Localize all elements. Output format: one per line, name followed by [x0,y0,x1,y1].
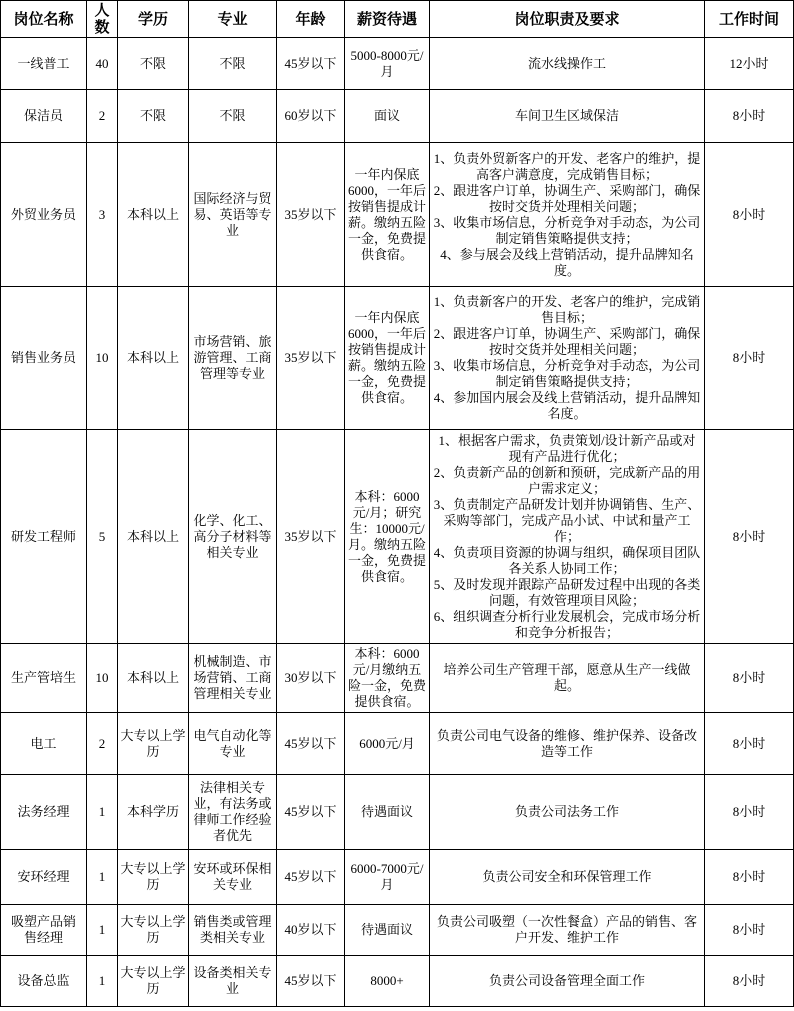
duty-item: 1、根据客户需求，负责策划/设计新产品或对现有产品进行优化； [438,432,696,464]
cell-age: 45岁以下 [277,956,345,1007]
table-row [1,143,794,287]
cell-major: 电气自动化等专业 [189,713,277,775]
cell-age: 45岁以下 [277,38,345,90]
cell-major: 机械制造、市场营销、工商管理相关专业 [189,644,277,713]
duty-item: 负责公司安全和环保管理工作 [482,869,652,884]
cell-major: 安环或环保相关专业 [189,850,277,905]
cell-major: 法律相关专业，有法务或律师工作经验者优先 [189,775,277,850]
cell-position: 一线普工 [1,38,87,90]
header-salary: 薪资待遇 [345,1,430,38]
cell-major: 不限 [189,38,277,90]
duty-item: 5、及时发现并跟踪产品研发过程中出现的各类问题，有效管理项目风险； [433,576,701,608]
cell-age: 60岁以下 [277,90,345,143]
duty-item: 培养公司生产管理干部，愿意从生产一线做起。 [443,662,691,693]
duty-item: 3、收集市场信息，分析竞争对手动态，为公司制定销售策略提供支持； [433,358,701,389]
cell-duties [430,775,705,850]
duty-item: 6、组织调查分析行业发展机会，完成市场分析和竞争分析报告； [433,608,701,640]
cell-hours: 8小时 [705,956,794,1007]
table-row [1,90,794,143]
duty-item: 流水线操作工 [527,55,606,71]
header-headcount: 人数 [87,1,118,38]
cell-major: 化学、化工、高分子材料等相关专业 [189,430,277,644]
cell-position: 安环经理 [1,850,87,905]
cell-salary: 面议 [345,90,430,143]
cell-hours: 8小时 [705,905,794,956]
cell-headcount: 10 [87,287,118,430]
cell-headcount: 2 [87,713,118,775]
table-row [1,905,794,956]
duty-item: 4、负责项目资源的协调与组织，确保项目团队各关系人协同工作； [433,544,701,576]
cell-salary: 本科：6000元/月缴纳五险一金，免费提供食宿。 [345,644,430,713]
cell-position: 吸塑产品销售经理 [1,905,87,956]
cell-salary: 一年内保底6000，一年后按销售提成计薪。缴纳五险一金，免费提供食宿。 [345,287,430,430]
cell-duties [430,38,705,90]
cell-duties [430,713,705,775]
cell-headcount: 1 [87,956,118,1007]
table-row [1,850,794,905]
cell-headcount: 1 [87,905,118,956]
table-row [1,775,794,850]
cell-education: 不限 [118,90,189,143]
cell-salary: 5000-8000元/月 [345,38,430,90]
cell-duties [430,905,705,956]
cell-hours: 12小时 [705,38,794,90]
cell-education: 本科学历 [118,775,189,850]
header-duties: 岗位职责及要求 [430,1,705,38]
cell-salary: 8000+ [345,956,430,1007]
cell-headcount: 5 [87,430,118,644]
table-row [1,956,794,1007]
cell-salary: 6000-7000元/月 [345,850,430,905]
duty-item: 负责公司吸塑（一次性餐盒）产品的销售、客户开发、维护工作 [436,914,697,945]
cell-duties [430,287,705,430]
cell-education: 大专以上学历 [118,956,189,1007]
duty-item: 2、跟进客户订单，协调生产、采购部门，确保按时交货并处理相关问题； [433,326,701,357]
cell-age: 30岁以下 [277,644,345,713]
header-education: 学历 [118,1,189,38]
duty-item: 负责公司法务工作 [514,804,619,819]
cell-age: 40岁以下 [277,905,345,956]
cell-headcount: 1 [87,775,118,850]
cell-duties [430,956,705,1007]
cell-position: 电工 [1,713,87,775]
duty-item: 4、参加国内展会及线上营销活动，提升品牌知名度。 [433,390,701,421]
cell-hours: 8小时 [705,143,794,287]
cell-age: 35岁以下 [277,287,345,430]
table-row [1,38,794,90]
cell-hours: 8小时 [705,644,794,713]
table-row [1,430,794,644]
duty-item: 1、负责外贸新客户的开发、老客户的维护，提高客户满意度，完成销售目标； [433,150,701,182]
cell-education: 本科以上 [118,644,189,713]
cell-hours: 8小时 [705,430,794,644]
cell-headcount: 1 [87,850,118,905]
cell-major: 市场营销、旅游管理、工商管理等专业 [189,287,277,430]
cell-age: 35岁以下 [277,143,345,287]
cell-education: 大专以上学历 [118,850,189,905]
cell-salary: 待遇面议 [345,905,430,956]
duty-item: 2、负责新产品的创新和预研，完成新产品的用户需求定义； [433,464,701,496]
cell-duties [430,850,705,905]
cell-headcount: 3 [87,143,118,287]
cell-education: 本科以上 [118,143,189,287]
cell-major: 销售类或管理类相关专业 [189,905,277,956]
cell-age: 35岁以下 [277,430,345,644]
cell-education: 本科以上 [118,430,189,644]
cell-age: 45岁以下 [277,713,345,775]
cell-education: 本科以上 [118,287,189,430]
cell-position: 设备总监 [1,956,87,1007]
cell-education: 不限 [118,38,189,90]
cell-hours: 8小时 [705,90,794,143]
cell-age: 45岁以下 [277,775,345,850]
cell-headcount: 10 [87,644,118,713]
cell-hours: 8小时 [705,287,794,430]
cell-position: 外贸业务员 [1,143,87,287]
cell-position: 研发工程师 [1,430,87,644]
header-hours: 工作时间 [705,1,794,38]
cell-position: 保洁员 [1,90,87,143]
cell-education: 大专以上学历 [118,713,189,775]
cell-headcount: 40 [87,38,118,90]
duty-item: 车间卫生区域保洁 [514,108,619,123]
cell-major: 国际经济与贸易、英语等专业 [189,143,277,287]
duty-item: 2、跟进客户订单，协调生产、采购部门，确保按时交货并处理相关问题； [433,182,701,214]
cell-duties [430,90,705,143]
cell-position: 生产管培生 [1,644,87,713]
cell-position: 法务经理 [1,775,87,850]
cell-hours: 8小时 [705,775,794,850]
cell-duties [430,430,705,644]
duty-item: 负责公司设备管理全面工作 [488,973,645,988]
cell-hours: 8小时 [705,713,794,775]
table-row [1,713,794,775]
cell-position: 销售业务员 [1,287,87,430]
duty-item: 1、负责新客户的开发、老客户的维护，完成销售目标； [433,294,701,325]
cell-duties [430,644,705,713]
cell-major: 设备类相关专业 [189,956,277,1007]
cell-salary: 6000元/月 [345,713,430,775]
header-row [1,1,794,38]
cell-education: 大专以上学历 [118,905,189,956]
header-age: 年龄 [277,1,345,38]
cell-headcount: 2 [87,90,118,143]
cell-salary: 本科：6000元/月；研究生：10000元/月。缴纳五险一金，免费提供食宿。 [345,430,430,644]
duty-item: 负责公司电气设备的维修、维护保养、设备改造等工作 [436,727,697,759]
table-row [1,644,794,713]
duty-item: 3、收集市场信息，分析竞争对手动态，为公司制定销售策略提供支持； [433,214,701,246]
header-position: 岗位名称 [1,1,87,38]
cell-major: 不限 [189,90,277,143]
duty-item: 3、负责制定产品研发计划并协调销售、生产、采购等部门，完成产品小试、中试和量产工作； [433,496,701,544]
cell-salary: 一年内保底6000，一年后按销售提成计薪。缴纳五险一金，免费提供食宿。 [345,143,430,287]
cell-hours: 8小时 [705,850,794,905]
cell-duties [430,143,705,287]
cell-salary: 待遇面议 [345,775,430,850]
duty-item: 4、参与展会及线上营销活动，提升品牌知名度。 [440,246,694,278]
cell-age: 45岁以下 [277,850,345,905]
header-major: 专业 [189,1,277,38]
table-row [1,287,794,430]
